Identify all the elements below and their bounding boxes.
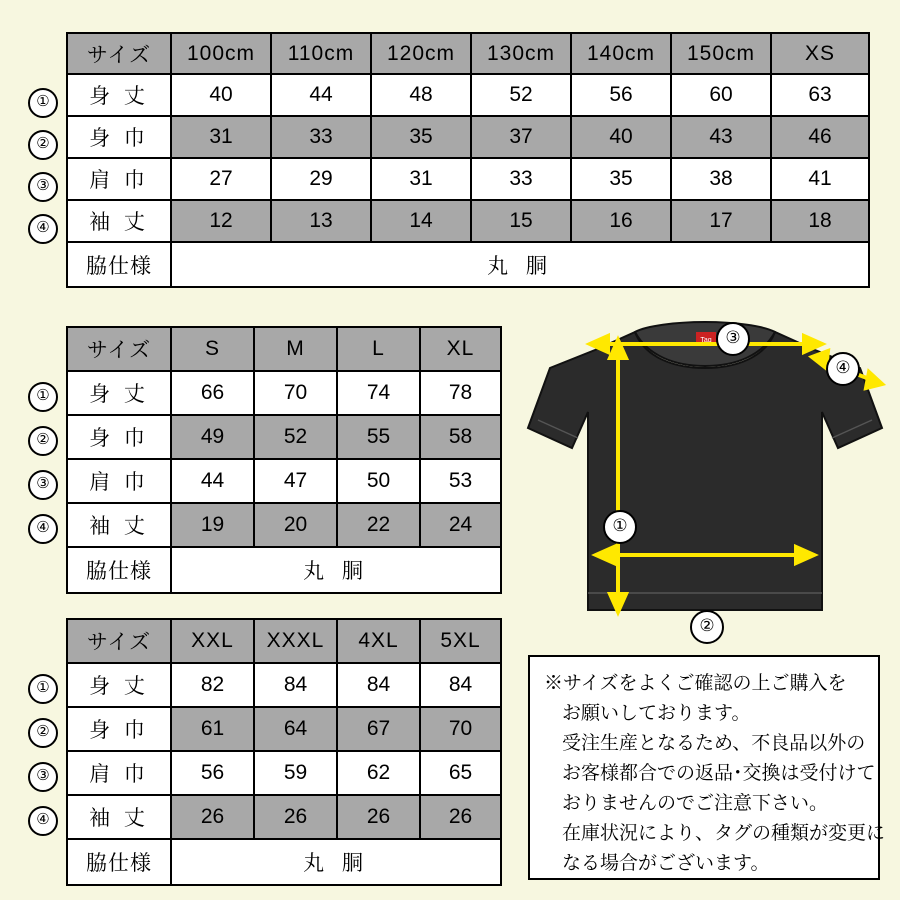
table-footer-row <box>67 547 501 593</box>
cell-value: 70 <box>420 707 501 751</box>
note-line: 在庫状況により、タグの種類が変更に <box>562 823 886 844</box>
table-row <box>67 795 501 839</box>
note-line: おりませんのでご注意下さい。 <box>562 793 829 814</box>
purchase-note-box <box>528 655 886 880</box>
footer-label: 脇仕様 <box>67 547 171 593</box>
header-size-label: サイズ <box>67 327 171 371</box>
cell-value: 53 <box>420 459 501 503</box>
cell-value: 13 <box>271 200 371 242</box>
cell-value: 48 <box>371 74 471 116</box>
cell-value: 50 <box>337 459 420 503</box>
footer-label: 脇仕様 <box>67 839 171 885</box>
cell-value: 31 <box>371 158 471 200</box>
cell-value: 84 <box>337 663 420 707</box>
column-header: 120cm <box>371 33 471 74</box>
badge-sleeve-length: ④ <box>826 352 860 386</box>
table-header-row <box>67 619 501 663</box>
table-header-row <box>67 33 869 74</box>
table-row <box>67 663 501 707</box>
cell-value: 84 <box>420 663 501 707</box>
cell-value: 26 <box>171 795 254 839</box>
column-header: XXXL <box>254 619 337 663</box>
cell-value: 55 <box>337 415 420 459</box>
cell-value: 84 <box>254 663 337 707</box>
footer-value: 丸 胴 <box>171 547 501 593</box>
column-header: 4XL <box>337 619 420 663</box>
cell-value: 31 <box>171 116 271 158</box>
cell-value: 65 <box>420 751 501 795</box>
column-header: XL <box>420 327 501 371</box>
table-footer-row <box>67 839 501 885</box>
cell-value: 74 <box>337 371 420 415</box>
note-line: 受注生産となるため、不良品以外の <box>562 733 866 754</box>
table-row <box>67 200 869 242</box>
badge-shoulder-width: ③ <box>716 322 750 356</box>
table-row <box>67 503 501 547</box>
cell-value: 67 <box>337 707 420 751</box>
cell-value: 40 <box>171 74 271 116</box>
neck-tag-text: Tag <box>700 337 712 344</box>
note-line: お願いしております。 <box>562 703 751 724</box>
column-header: M <box>254 327 337 371</box>
footer-value: 丸 胴 <box>171 242 869 287</box>
row-label: 身 丈 <box>67 74 171 116</box>
cell-value: 40 <box>571 116 671 158</box>
measurement-marker-4: ④ <box>28 214 58 244</box>
cell-value: 12 <box>171 200 271 242</box>
cell-value: 22 <box>337 503 420 547</box>
cell-value: 35 <box>371 116 471 158</box>
table-row <box>67 74 869 116</box>
measurement-marker-2: ② <box>28 426 58 456</box>
column-header: S <box>171 327 254 371</box>
measurement-marker-2: ② <box>28 130 58 160</box>
row-label: 身 巾 <box>67 116 171 158</box>
table-row <box>67 158 869 200</box>
row-label: 袖 丈 <box>67 200 171 242</box>
note-line: ※サイズをよくご確認の上ご購入を <box>544 673 847 694</box>
cell-value: 52 <box>254 415 337 459</box>
cell-value: 44 <box>171 459 254 503</box>
cell-value: 33 <box>271 116 371 158</box>
row-label: 肩 巾 <box>67 751 171 795</box>
table-row <box>67 415 501 459</box>
cell-value: 49 <box>171 415 254 459</box>
badge-body-length: ① <box>603 510 637 544</box>
footer-label: 脇仕様 <box>67 242 171 287</box>
cell-value: 26 <box>337 795 420 839</box>
row-label: 身 丈 <box>67 663 171 707</box>
cell-value: 82 <box>171 663 254 707</box>
column-header: 110cm <box>271 33 371 74</box>
cell-value: 19 <box>171 503 254 547</box>
note-line: なる場合がございます。 <box>562 853 770 874</box>
column-header: XXL <box>171 619 254 663</box>
cell-value: 62 <box>337 751 420 795</box>
measurement-marker-1: ① <box>28 382 58 412</box>
cell-value: 56 <box>171 751 254 795</box>
row-label: 身 丈 <box>67 371 171 415</box>
table-footer-row <box>67 242 869 287</box>
header-size-label: サイズ <box>67 619 171 663</box>
table-row <box>67 371 501 415</box>
column-header: 130cm <box>471 33 571 74</box>
column-header: XS <box>771 33 869 74</box>
row-label: 身 巾 <box>67 707 171 751</box>
measurement-marker-2: ② <box>28 718 58 748</box>
cell-value: 16 <box>571 200 671 242</box>
measurement-marker-4: ④ <box>28 806 58 836</box>
cell-value: 61 <box>171 707 254 751</box>
cell-value: 64 <box>254 707 337 751</box>
cell-value: 27 <box>171 158 271 200</box>
cell-value: 58 <box>420 415 501 459</box>
measurement-marker-1: ① <box>28 88 58 118</box>
cell-value: 52 <box>471 74 571 116</box>
cell-value: 66 <box>171 371 254 415</box>
size-table-adult <box>66 326 502 594</box>
cell-value: 20 <box>254 503 337 547</box>
cell-value: 60 <box>671 74 771 116</box>
column-header: 100cm <box>171 33 271 74</box>
cell-value: 26 <box>420 795 501 839</box>
footer-value: 丸 胴 <box>171 839 501 885</box>
cell-value: 43 <box>671 116 771 158</box>
row-label: 袖 丈 <box>67 795 171 839</box>
table-header-row <box>67 327 501 371</box>
cell-value: 35 <box>571 158 671 200</box>
measurement-marker-3: ③ <box>28 762 58 792</box>
table-row <box>67 459 501 503</box>
cell-value: 59 <box>254 751 337 795</box>
measurement-marker-3: ③ <box>28 172 58 202</box>
cell-value: 70 <box>254 371 337 415</box>
measurement-marker-3: ③ <box>28 470 58 500</box>
cell-value: 46 <box>771 116 869 158</box>
cell-value: 78 <box>420 371 501 415</box>
measurement-marker-1: ① <box>28 674 58 704</box>
cell-value: 29 <box>271 158 371 200</box>
cell-value: 44 <box>271 74 371 116</box>
row-label: 肩 巾 <box>67 459 171 503</box>
cell-value: 63 <box>771 74 869 116</box>
table-row <box>67 707 501 751</box>
cell-value: 26 <box>254 795 337 839</box>
cell-value: 56 <box>571 74 671 116</box>
column-header: 140cm <box>571 33 671 74</box>
column-header: L <box>337 327 420 371</box>
cell-value: 15 <box>471 200 571 242</box>
cell-value: 17 <box>671 200 771 242</box>
size-table-kids <box>66 32 870 288</box>
row-label: 袖 丈 <box>67 503 171 547</box>
table-row <box>67 116 869 158</box>
row-label: 肩 巾 <box>67 158 171 200</box>
cell-value: 18 <box>771 200 869 242</box>
badge-body-width: ② <box>690 610 724 644</box>
measurement-marker-4: ④ <box>28 514 58 544</box>
cell-value: 24 <box>420 503 501 547</box>
cell-value: 38 <box>671 158 771 200</box>
note-line: お客様都合での返品･交換は受付けて <box>562 763 876 784</box>
table-row <box>67 751 501 795</box>
cell-value: 37 <box>471 116 571 158</box>
header-size-label: サイズ <box>67 33 171 74</box>
size-table-bigsize <box>66 618 502 886</box>
row-label: 身 巾 <box>67 415 171 459</box>
cell-value: 41 <box>771 158 869 200</box>
cell-value: 47 <box>254 459 337 503</box>
cell-value: 14 <box>371 200 471 242</box>
tshirt-diagram <box>520 310 890 650</box>
column-header: 150cm <box>671 33 771 74</box>
cell-value: 33 <box>471 158 571 200</box>
column-header: 5XL <box>420 619 501 663</box>
